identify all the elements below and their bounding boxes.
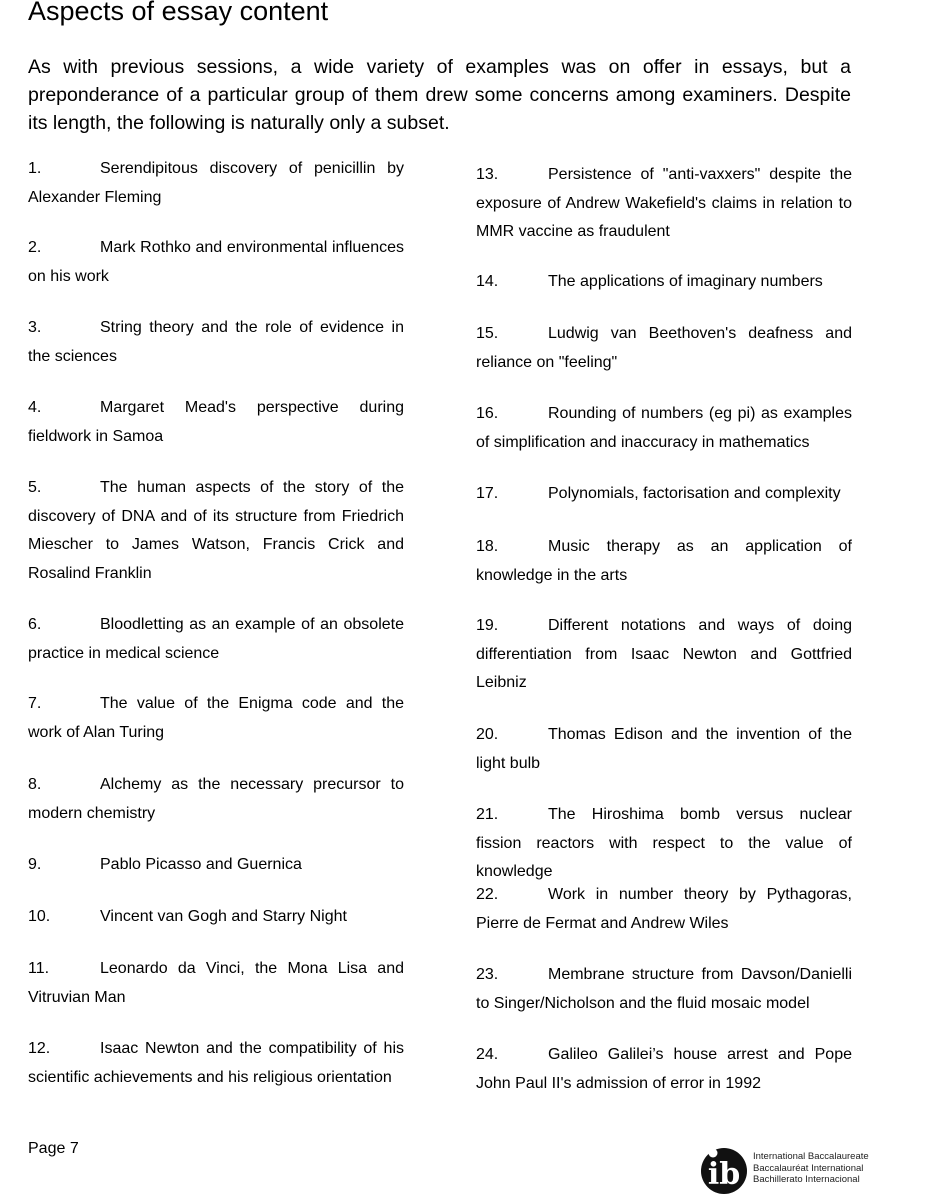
list-item (28, 314, 404, 371)
logo-line-es: Bachillerato Internacional (753, 1174, 860, 1185)
item-text: Margaret Mead's perspective during fieldwork in Samoa (28, 399, 404, 445)
item-number: 16. (476, 405, 499, 422)
list-item (28, 1035, 404, 1092)
item-number: 4. (28, 399, 42, 416)
item-number: 8. (28, 776, 42, 793)
list-item (28, 611, 404, 668)
item-text: Bloodletting as an example of an obsolete practice in medical science (28, 616, 404, 662)
list-item (476, 320, 852, 377)
item-number: 9. (28, 856, 42, 873)
item-text: Galileo Galilei’s house arrest and Pope John Paul II's admission of error in 1992 (476, 1046, 852, 1092)
item-number: 23. (476, 966, 499, 983)
intro-paragraph: As with previous sessions, a wide variety of examples was on offer in essays, but a preponderance of a particular group of them drew some concerns among examiners. Despite its length, the following is naturally only a subset. (28, 56, 851, 134)
item-number: 11. (28, 960, 50, 977)
item-number: 21. (476, 806, 499, 823)
list-item (476, 268, 852, 297)
item-text: Vincent van Gogh and Starry Night (100, 908, 347, 925)
list-item (28, 234, 404, 291)
list-item (28, 474, 404, 588)
item-number: 12. (28, 1040, 51, 1057)
item-number: 19. (476, 617, 499, 634)
list-item (476, 961, 852, 1018)
page-number: Page 7 (28, 1140, 79, 1157)
item-number: 5. (28, 479, 42, 496)
item-text: Mark Rothko and environmental influences on his work (28, 239, 404, 285)
ib-logo-text (753, 1151, 869, 1186)
item-text: String theory and the role of evidence in the sciences (28, 319, 404, 365)
list-item (28, 851, 404, 880)
item-text: The applications of imaginary numbers (548, 273, 823, 290)
item-number: 17. (476, 485, 499, 502)
item-number: 2. (28, 239, 42, 256)
item-text: Different notations and ways of doing differentiation from Isaac Newton and Gottfried Leibniz (476, 617, 852, 691)
item-number: 14. (476, 273, 499, 290)
item-text: Isaac Newton and the compatibility of his scientific achievements and his religious orientation (28, 1040, 404, 1086)
list-item (28, 955, 404, 1012)
item-text: The Hiroshima bomb versus nuclear fission reactors with respect to the value of knowledge (476, 806, 852, 880)
item-text: Polynomials, factorisation and complexity (548, 485, 841, 502)
logo-line-fr: Baccalauréat International (753, 1162, 864, 1174)
item-number: 22. (476, 886, 499, 903)
item-text: Rounding of numbers (eg pi) as examples of simplification and inaccuracy in mathematics (476, 405, 852, 451)
item-number: 3. (28, 319, 42, 336)
item-text: Membrane structure from Davson/Danielli to Singer/Nicholson and the fluid mosaic model (476, 966, 852, 1012)
item-text: Thomas Edison and the invention of the light bulb (476, 726, 852, 772)
item-number: 7. (28, 695, 42, 712)
item-number: 6. (28, 616, 42, 633)
list-item (476, 612, 852, 698)
list-item (476, 400, 852, 457)
section-heading: Aspects of essay content (28, 0, 329, 26)
item-number: 1. (28, 160, 42, 177)
list-item (476, 801, 852, 887)
item-text: Leonardo da Vinci, the Mona Lisa and Vitruvian Man (28, 960, 404, 1006)
list-item (28, 155, 404, 212)
item-text: Serendipitous discovery of penicillin by Alexander Fleming (28, 160, 404, 206)
list-item (28, 394, 404, 451)
ib-logo (700, 1145, 880, 1195)
item-text: Ludwig van Beethoven's deafness and reliance on "feeling" (476, 325, 852, 371)
item-text: The value of the Enigma code and the work of Alan Turing (28, 695, 404, 741)
item-text: Pablo Picasso and Guernica (100, 856, 302, 873)
item-text: Music therapy as an application of knowledge in the arts (476, 538, 852, 584)
list-item (28, 690, 404, 747)
list-item (476, 721, 852, 778)
list-item (28, 771, 404, 828)
list-item (476, 161, 852, 247)
item-number: 13. (476, 166, 499, 183)
ib-logo-mark: ib (707, 1157, 741, 1192)
list-item (476, 881, 852, 938)
logo-line-en: International Baccalaureate (753, 1151, 869, 1162)
list-item (476, 533, 852, 590)
item-text: Persistence of "anti-vaxxers" despite the exposure of Andrew Wakefield's claims in relation to MMR vaccine as fraudulent (476, 166, 852, 240)
list-item (476, 480, 852, 509)
item-text: Alchemy as the necessary precursor to modern chemistry (28, 776, 404, 822)
list-item (28, 903, 404, 932)
item-text: Work in number theory by Pythagoras, Pierre de Fermat and Andrew Wiles (476, 886, 852, 932)
item-number: 20. (476, 726, 499, 743)
ib-logo-icon (700, 1147, 748, 1195)
item-number: 10. (28, 908, 51, 925)
item-text: The human aspects of the story of the discovery of DNA and of its structure from Friedrich Miescher to James Watson, Francis Crick and Rosalind Franklin (28, 479, 404, 582)
item-number: 24. (476, 1046, 499, 1063)
list-item (476, 1041, 852, 1098)
item-number: 15. (476, 325, 499, 342)
item-number: 18. (476, 538, 499, 555)
